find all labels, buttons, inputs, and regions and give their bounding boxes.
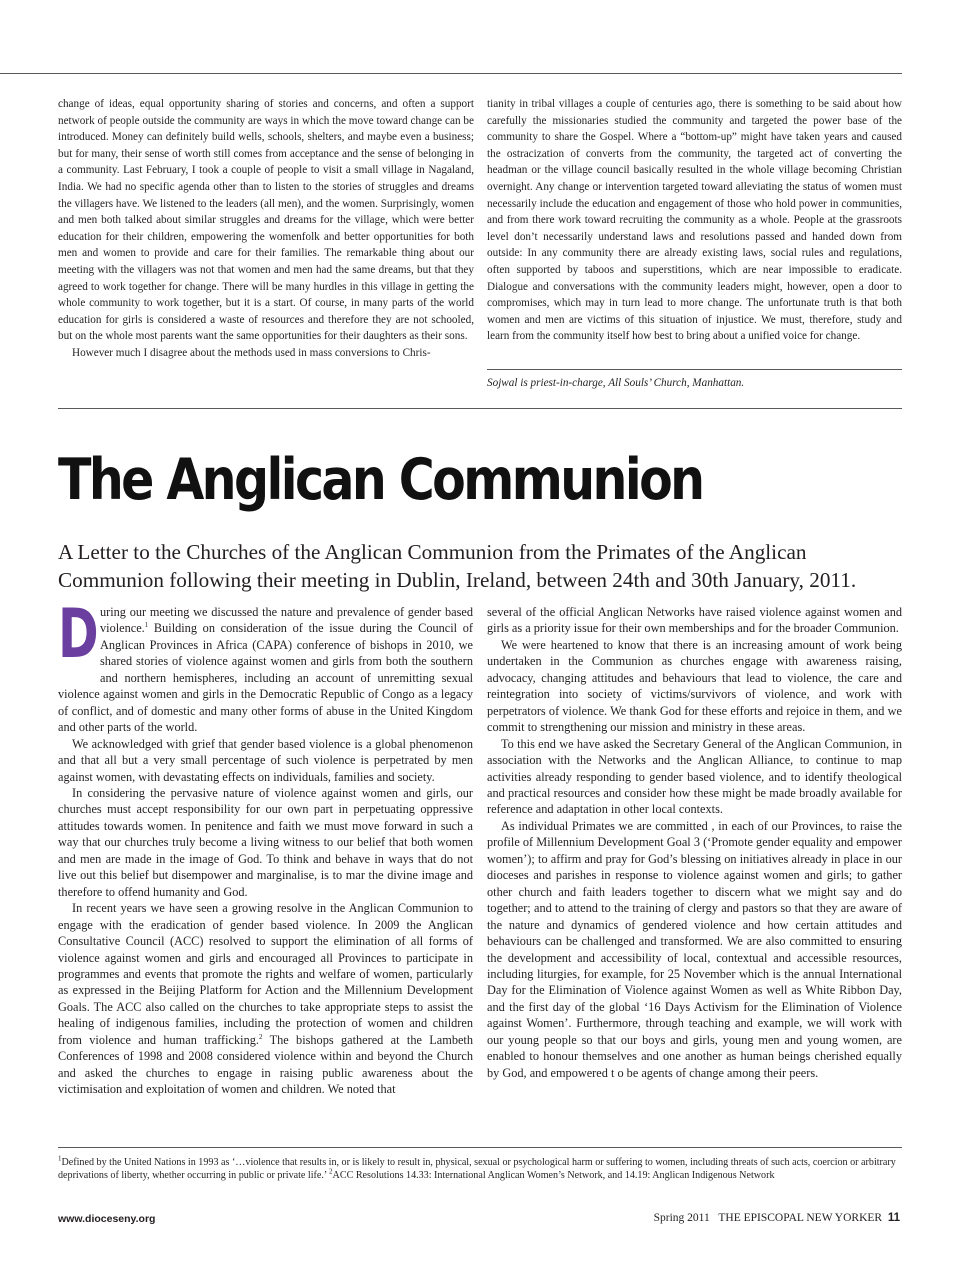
footer-publication: THE EPISCOPAL NEW YORKER [718, 1212, 883, 1224]
drop-cap: D [58, 595, 99, 674]
article-paragraph: During our meeting we discussed the nature and prevalence of gender based violence.$^1$ Building on consideration of the issue during the Council of Anglican Provinces in Africa (CAPA) conference of bishops in 2010, we shared stories of violence against women and girls from both the southern and northern hemispheres, including an account of unremitting sexual violence against women and girls in the Democratic Republic of Congo as a legacy of conflict, and of domestic and many other forms of abuse in the United Kingdom and other parts of the world. [58, 595, 473, 735]
article-paragraph: We acknowledged with grief that gender based violence is a global phenomenon and that all but a very small percentage of such violence is perpetrated by men against women, with devastating effects on individuals, families and society. [58, 736, 473, 784]
article-right-column [487, 604, 902, 1081]
footnote-rule [58, 1147, 902, 1148]
top-article-right-column [487, 96, 902, 345]
top-article-paragraph: tianity in tribal villages a couple of centuries ago, there is something to be said about how carefully the missionaries studied the community and targeted the power base of the community to share the Gospel. Where a “bottom-up” might have taken years and caused the ostracization of converts from the community, the targeted act of converting the headman or the village council basically resulted in the whole village becoming Christian overnight. Any change or intervention targeted toward alleviating the status of women must necessarily include the education and engagement of those who hold power in communities, and from there work toward recruiting the community as a whole. People at the grassroots level don’t necessarily understand laws and resolutions passed and handed down from outside: In any community there are already existing laws, social rules and regulations, often supported by taboos and superstitions, which are near impossible to eradicate. Dialogue and conversations with the community leaders might, however, open a door to compromises, which may in turn lead to more change. The unfortunate truth is that both women and men are victims of this situation of injustice. We must, therefore, study and learn from the community itself how best to bring about a unified voice for change. [487, 98, 902, 343]
footnote-ref: 2 [258, 1032, 263, 1041]
top-article-left-column [58, 96, 474, 362]
article-paragraph: To this end we have asked the Secretary General of the Anglican Communion, in association with the Networks and the Anglican Alliance, to continue to map activities already responding to gender based violence, and to identify theological and practical resources and consider how these might be made broadly available for reference and adaptation in other local contexts. [487, 736, 902, 817]
footnotes: $^1$Defined by the United Nations in 1993 as ‘…violence that results in, or is likely to result in, physical, sexual or psychological harm or suffering to women, including threats of such acts, coercion or arbitrary deprivations of liberty, whether occurring in public or private life.’ $^2$ACC Resolutions 14.33: International Anglican Women’s Network, and 14.19: Anglican Indigenous Network [58, 1154, 896, 1182]
top-rule [0, 73, 902, 74]
article-title: The Anglican Communion [58, 447, 703, 513]
footer-website-link[interactable]: www.dioceseny.org [58, 1213, 156, 1225]
top-article-paragraph: However much I disagree about the methods used in mass conversions to Chris- [72, 346, 431, 359]
article-paragraph: In recent years we have seen a growing resolve in the Anglican Communion to engage with the eradication of gender based violence. In 2009 the Anglican Consultative Council (ACC) resolved to support the elimination of all forms of violence against women and girls and encouraged all Provinces to participate in programmes and events that promote the rights and welfare of women, particularly as expressed in the Beijing Platform for Action and the Millennium Development Goals. The ACC also called on the churches to take appropriate steps to assist the healing of indigenous families, including the protection of women and children from violence and human trafficking.$^2$ The bishops gathered at the Lambeth Conferences of 1998 and 2008 considered violence within and beyond the Church and asked the churches to engage in raising public awareness about the victimisation and exploitation of women and children. We noted that [58, 901, 473, 1097]
article-paragraph: In considering the pervasive nature of violence against women and girls, our churches must accept responsibility for our own part in perpetuating oppressive attitudes towards women. In penitence and faith we must move forward in such a way that our churches truly become a living witness to our belief that both women and men are made in the image of God. To think and behave in ways that do not live out this belief but disempower and marginalise, is to mar the divine image and therefore to offend humanity and God. [58, 785, 473, 899]
footer-issue: Spring 2011 [653, 1212, 710, 1224]
article-left-column [58, 595, 473, 1098]
section-rule [58, 408, 902, 409]
article-subtitle: A Letter to the Churches of the Anglican Communion from the Primates of the Anglican Communion following their meeting in Dublin, Ireland, between 24th and 30th January, 2011. [58, 540, 857, 592]
footnote-ref: 1 [144, 621, 149, 630]
page-number: 11 [887, 1212, 900, 1224]
top-article-paragraph: change of ideas, equal opportunity sharing of stories and concerns, and often a support network of people outside the community are ways in which the move toward change can be introduced. Money can definitely build wells, schools, shelters, and maybe even a business; but for many, their sense of worth still comes from acceptance and the sense of belonging in a community. Last February, I took a couple of people to visit a small village in Nagaland, India. We had no specific agenda other than to listen to the stories of struggles and dreams the villagers have. We listened to the leaders (all men), and the women. Surprisingly, women and men both talked about similar struggles and dreams for the village, which were better education for their children, empowering the womenfolk and better opportunities for both men and women to provide and care for their families. The remarkable thing about our meeting with the villagers was not that women and men had the same dreams, but that they agreed to work together for change. There will be many hurdles in this village in getting the whole community to work together, but it is a start. Of course, in many parts of the world education for girls is considered a waste of resources and therefore they are not schooled, but on the whole most parents want the same opportunities for their daughters as their sons. [58, 98, 474, 343]
author-signature: Sojwal is priest-in-charge, All Souls’ Church, Manhattan. [487, 377, 745, 389]
article-paragraph: We were heartened to know that there is an increasing amount of work being undertaken in the Communion as churches engage with awareness raising, advocacy, changing attitudes and behaviours that lead to violence, the care and reintegration into society of victims/survivors of violence, and work with perpetrators of violence. We thank God for these efforts and rejoice in them, and we commit to strengthening our mission and ministry in these areas. [487, 637, 902, 735]
article-paragraph: As individual Primates we are committed , in each of our Provinces, to raise the profile of Millennium Development Goal 3 (‘Promote gender equality and empower women’); to affirm and pray for God’s blessing on initiatives already in place in our dioceses and parishes in response to violence against women and girls; to gather other church and faith leaders together to discern what we might say and do together; and to attend to the training of clergy and pastors so that they are aware of the nature and dynamics of gendered violence and how certain attitudes and behaviours can be challenged and transformed. We are also committed to ensuring the development and accessibility of local, contextual and accessible resources, including liturgies, for example, for 25 November which is the annual International Day for the Elimination of Violence against Women as well as White Ribbon Day, and the first day of the global ‘16 Days Activism for the Elimination of Violence against Women’. Furthermore, through teaching and example, we will work with our young people so that our boys and girls, young men and young women, are enabled to honour themselves and one another as human beings cherished equally by God, and empowered t o be agents of change among their peers. [487, 818, 902, 1080]
article-paragraph: several of the official Anglican Networks have raised violence against women and girls as a priority issue for their own memberships and for the broader Communion. [487, 605, 902, 636]
signature-rule [487, 369, 902, 370]
footer-issue-info [654, 1212, 900, 1224]
